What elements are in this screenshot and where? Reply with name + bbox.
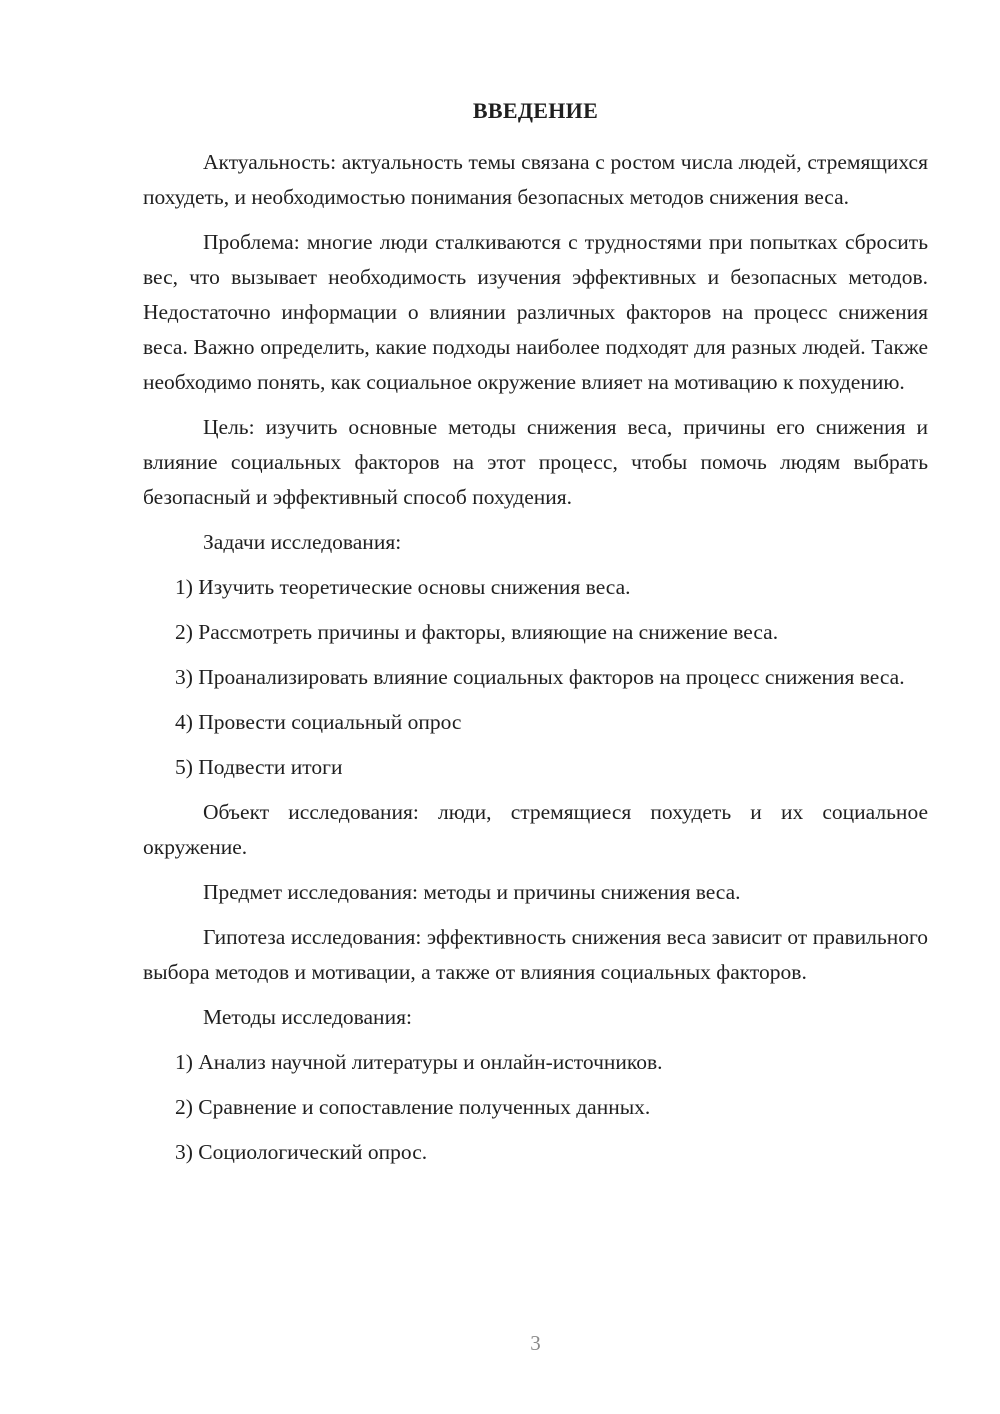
hypothesis-paragraph: Гипотеза исследования: эффективность снижения веса зависит от правильного выбора методов и мотивации, а также от влияния социальных факторов. [143,925,928,984]
task-item: 5) Подвести итоги [175,755,343,779]
task-item: 1) Изучить теоретические основы снижения веса. [175,575,631,599]
method-item: 2) Сравнение и сопоставление полученных данных. [175,1095,651,1119]
method-item: 3) Социологический опрос. [175,1140,428,1164]
subject-paragraph: Предмет исследования: методы и причины снижения веса. [203,880,741,904]
methods-heading: Методы исследования: [203,1005,412,1029]
goal-paragraph: Цель: изучить основные методы снижения веса, причины его снижения и влияние социальных факторов на этот процесс, чтобы помочь людям выбрать безопасный и эффективный способ похудения. [143,415,928,509]
task-item: 4) Провести социальный опрос [175,710,462,734]
object-paragraph: Объект исследования: люди, стремящиеся похудеть и их социальное окружение. [143,800,928,859]
problem-paragraph: Проблема: многие люди сталкиваются с трудностями при попытках сбросить вес, что вызывает необходимость изучения эффективных и безопасных методов. Недостаточно информации о влиянии различных факторов на процесс снижения веса. Важно определить, какие подходы наиболее подходят для разных людей. Также необходимо понять, как социальное окружение влияет на мотивацию к похудению. [143,230,928,394]
task-item: 3) Проанализировать влияние социальных факторов на процесс снижения веса. [175,665,905,689]
document-body [143,145,928,1180]
document-page [143,0,928,1414]
task-item: 2) Рассмотреть причины и факторы, влияющие на снижение веса. [175,620,779,644]
tasks-heading: Задачи исследования: [203,530,402,554]
method-item: 1) Анализ научной литературы и онлайн-источников. [175,1050,663,1074]
relevance-paragraph: Актуальность: актуальность темы связана с ростом числа людей, стремящихся похудеть, и необходимостью понимания безопасных методов снижения веса. [143,150,928,209]
page-number: 3 [530,1331,541,1355]
page-title: ВВЕДЕНИЕ [472,98,599,123]
